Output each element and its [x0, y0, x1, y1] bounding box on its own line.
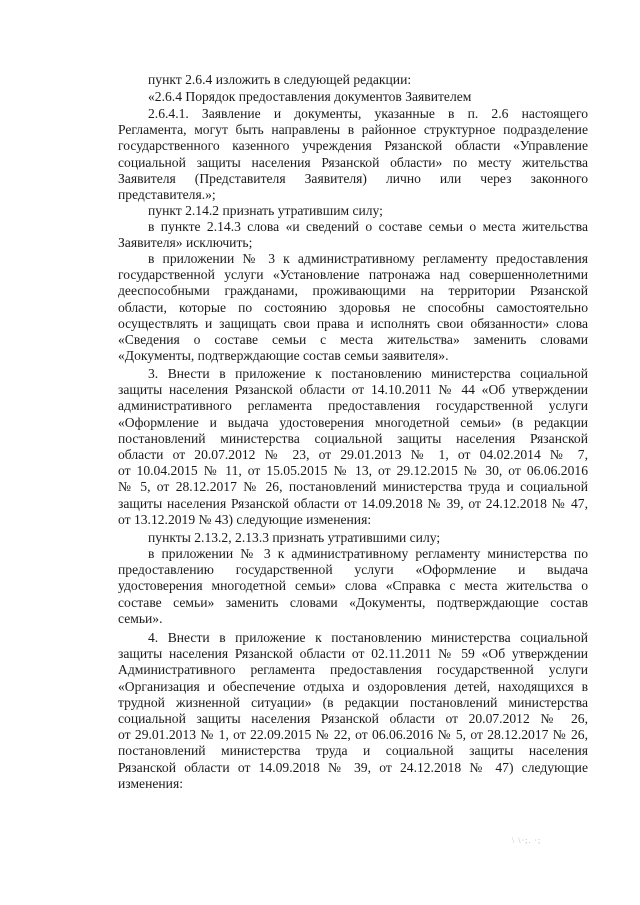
paragraph-p9 — [118, 546, 588, 627]
paragraph-p3 — [118, 106, 588, 203]
text-line: постановлений министерства труда и социальной защиты населения — [118, 743, 588, 759]
text-line: дееспособными гражданами, проживающими на территории Рязанской — [118, 283, 588, 299]
paragraph-p6 — [118, 251, 588, 364]
text-line: изменения: — [118, 775, 183, 791]
text-line: Заявителя» исключить; — [118, 235, 253, 251]
text-line: административного регламента предоставления государственной услуги — [118, 398, 588, 414]
text-line: от 29.01.2013 № 1, от 22.09.2015 № 22, от 06.06.2016 № 5, от 28.12.2017 № 26, — [118, 727, 588, 743]
paragraph-p2 — [118, 89, 588, 105]
text-line: «Организация и обеспечение отдыха и оздоровления детей, находящихся в — [118, 678, 588, 694]
text-line: 2.6.4.1. Заявление и документы, указанные в п. 2.6 настоящего — [148, 106, 588, 121]
text-line: осуществлять и защищать свои права и исполнять свои обязанности» слова — [118, 315, 588, 331]
text-line: удостоверения многодетной семьи» слова «Справка с места жительства о — [118, 578, 588, 594]
paragraph-p1 — [118, 72, 588, 88]
text-line: пункты 2.13.2, 2.13.3 признать утратившими силу; — [148, 530, 441, 545]
paragraph-p10 — [118, 630, 588, 792]
paragraph-p5 — [118, 219, 588, 251]
text-line: области, которые по состоянию здоровья не способны самостоятельно — [118, 299, 588, 315]
text-line: области от 20.07.2012 № 23, от 29.01.2013 № 1, от 04.02.2014 № 7, — [118, 447, 588, 463]
text-line: постановлений министерства социальной защиты населения Рязанской — [118, 430, 588, 446]
text-line: «2.6.4 Порядок предоставления документов Заявителем — [148, 89, 472, 104]
paragraph-p7 — [118, 366, 588, 528]
text-line: социальной защиты населения Рязанской области от 20.07.2012 № 26, — [118, 711, 588, 727]
text-line: защиты населения Рязанской области от 14.10.2011 № 44 «Об утверждении — [118, 382, 588, 398]
text-line: 4. Внести в приложение к постановлению министерства социальной — [148, 630, 588, 645]
text-line: семьи». — [118, 610, 163, 626]
text-line: от 10.04.2015 № 11, от 15.05.2015 № 13, от 29.12.2015 № 30, от 06.06.2016 — [118, 463, 588, 479]
text-line: Регламента, могут быть направлены в районное структурное подразделение — [118, 122, 588, 138]
paragraph-p4 — [118, 203, 588, 219]
text-line: представителя.»; — [118, 187, 216, 203]
text-line: защиты населения Рязанской области от 02.11.2011 № 59 «Об утверждении — [118, 646, 588, 662]
text-line: Заявителя (Представителя Заявителя) лично или через законного — [118, 170, 588, 186]
text-line: защиты населения Рязанской области от 14.09.2018 № 39, от 24.12.2018 № 47, — [118, 495, 588, 511]
text-line: в пункте 2.14.3 слова «и сведений о составе семьи о места жительства — [148, 219, 588, 234]
text-line: пункт 2.6.4 изложить в следующей редакции: — [148, 72, 412, 87]
text-line: трудной жизненной ситуации» (в редакции постановлений министерства — [118, 694, 588, 710]
scan-mark: \ \·;. ·; — [512, 836, 542, 845]
text-line: «Сведения о составе семьи с места жительства» заменить словами — [118, 332, 588, 348]
paragraph-p8 — [118, 530, 588, 546]
text-line: государственной услуги «Установление патронажа над совершеннолетними — [118, 267, 588, 283]
text-line: Административного регламента предоставления государственной услуги — [118, 662, 588, 678]
text-line: составе семьи» заменить словами «Документы, подтверждающие состав — [118, 594, 588, 610]
text-line: в приложении № 3 к административному регламенту предоставления — [148, 251, 588, 266]
text-line: от 13.12.2019 № 43) следующие изменения: — [118, 511, 372, 527]
text-line: социальной защиты населения Рязанской области» по месту жительства — [118, 154, 588, 170]
text-line: государственного казенного учреждения Рязанской области «Управление — [118, 138, 588, 154]
text-line: № 5, от 28.12.2017 № 26, постановлений министерства труда и социальной — [118, 479, 588, 495]
text-line: 3. Внести в приложение к постановлению министерства социальной — [148, 366, 588, 381]
text-line: предоставлению государственной услуги «Оформление и выдача — [118, 562, 588, 578]
text-line: в приложении № 3 к административному регламенту министерства по — [148, 546, 588, 561]
text-line: пункт 2.14.2 признать утратившим силу; — [148, 203, 383, 218]
text-line: «Оформление и выдача удостоверения многодетной семьи» (в редакции — [118, 414, 588, 430]
text-line: «Документы, подтверждающие состав семьи заявителя». — [118, 348, 449, 364]
text-line: Рязанской области от 14.09.2018 № 39, от 24.12.2018 № 47) следующие — [118, 759, 588, 775]
